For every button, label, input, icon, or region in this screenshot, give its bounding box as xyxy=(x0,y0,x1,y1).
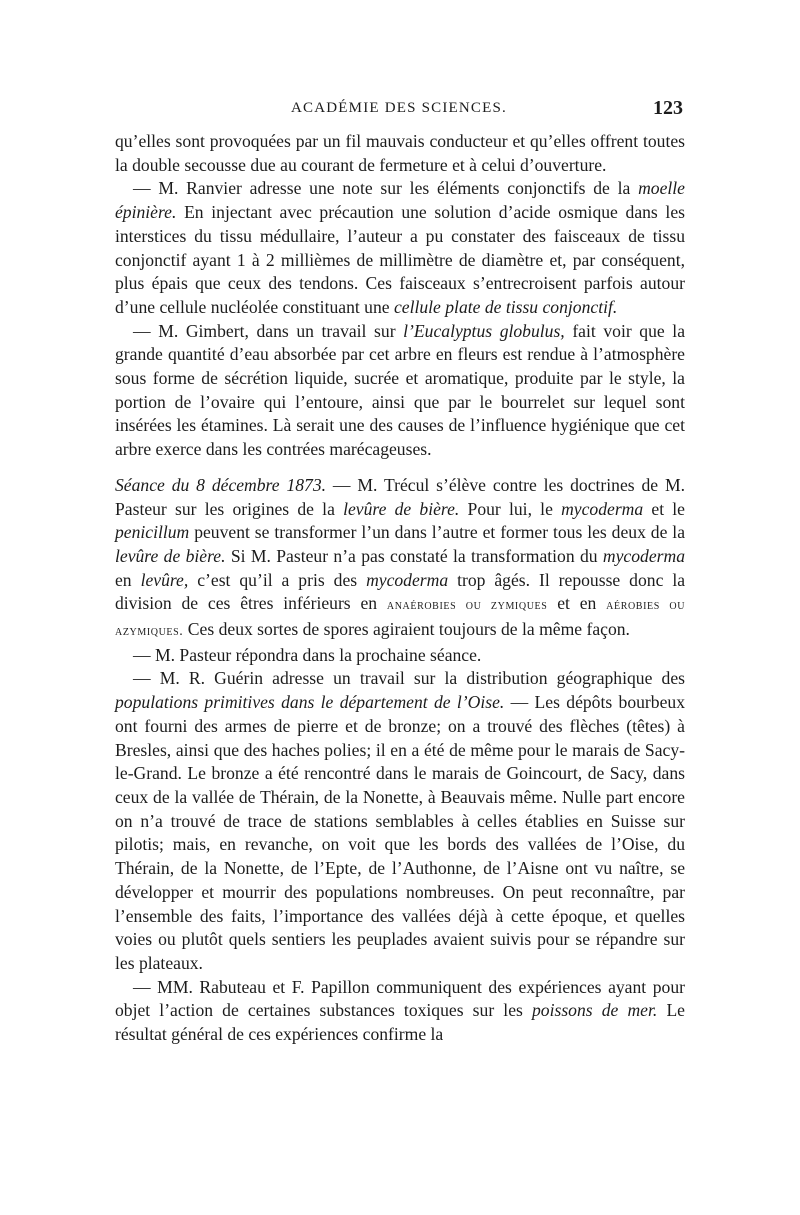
paragraph-gimbert xyxy=(115,320,685,462)
italic-term: penicillum xyxy=(115,522,190,543)
italic-term: mycoderma xyxy=(366,569,449,590)
paragraph-text: — M. R. Guérin adresse un travail sur la distribution géographique des xyxy=(133,668,685,689)
italic-term: poissons de mer. xyxy=(532,1000,658,1021)
small-caps-term: anaérobies ou zymiques xyxy=(386,598,548,614)
paragraph-text: — MM. Rabuteau et F. Papillon communiquent des expériences ayant pour objet l’action de certaines substances toxiques sur les xyxy=(115,976,685,1021)
paragraph-text: c’est qu’il a pris des xyxy=(197,569,358,590)
paragraph-text: et le xyxy=(651,498,685,519)
paragraph-ranvier xyxy=(115,177,685,319)
paragraph-text: Le résultat général de ces expériences confirme la xyxy=(115,1000,685,1045)
paragraph-seance-trecul xyxy=(115,474,685,644)
italic-term: levûre, xyxy=(140,569,189,590)
seance-date: Séance du 8 décembre 1873. xyxy=(115,474,327,495)
paragraph-text: trop âgés. Il repousse donc la division de ces êtres inférieurs en xyxy=(115,569,686,614)
paragraph-pasteur xyxy=(115,644,685,668)
paragraph-text: Ces deux sortes de spores agiraient toujours de la même façon. xyxy=(187,619,630,640)
paragraph-text: fait voir que la grande quantité d’eau absorbée par cet arbre en fleurs est rendue à l’atmosphère sous forme de sécrétion liquide, sucrée et aromatique, produite par le style, la portion de l’ovaire qui l’entoure, ainsi que par le bourrelet sur lequel sont insérées les étamines. Là serait une des causes de l’influence hygiénique que cet arbre exerce dans les contrées marécageuses. xyxy=(115,320,685,460)
running-head: ACADÉMIE DES SCIENCES. xyxy=(291,100,507,116)
italic-term: mycoderma xyxy=(561,498,644,519)
paragraph-rabuteau-papillon xyxy=(115,976,685,1047)
paragraph-text: en xyxy=(115,569,132,590)
paragraph-guerin xyxy=(115,667,685,975)
small-caps-term: aérobies ou azymiques. xyxy=(115,598,686,640)
paragraph-text: et en xyxy=(557,593,597,614)
italic-term: populations primitives dans le département de l’Oise. xyxy=(115,692,505,713)
page-number: 123 xyxy=(653,97,683,119)
italic-term: levûre de bière. xyxy=(343,498,460,519)
page-header xyxy=(115,97,683,124)
paragraph-text: — M. Trécul s’élève contre les doctrines de M. Pasteur sur les origines de la xyxy=(115,474,685,519)
paragraph-text: Pour lui, le xyxy=(467,498,553,519)
paragraph-text: — M. Gimbert, dans un travail sur xyxy=(133,320,396,341)
paragraph-text: — M. Pasteur répondra dans la prochaine séance. xyxy=(133,644,482,665)
italic-term: cellule plate de tissu conjonctif. xyxy=(393,296,618,317)
paragraph-text: Si M. Pasteur n’a pas constaté la transformation du xyxy=(230,545,598,566)
paragraph-text: En injectant avec précaution une solution d’acide osmique dans les interstices du tissu médullaire, l’auteur a pu constater des faisceaux de tissu conjonctif ayant 1 à 2 millièmes de millimètre de diamètre et, par conséquent, plus épais que ceux des tendons. Ces faisceaux s’entrecroisent parfois autour d’une cellule nucléolée constituant une xyxy=(115,202,685,317)
page-body xyxy=(115,130,685,1047)
italic-term: levûre de bière. xyxy=(115,545,226,566)
paragraph-text: — M. Ranvier adresse une note sur les éléments conjonctifs de la xyxy=(133,178,631,199)
italic-term: l’Eucalyptus globulus, xyxy=(403,320,565,341)
paragraph-text: — Les dépôts bourbeux ont fourni des armes de pierre et de bronze; on a trouvé des flèches (têtes) à Bresles, ainsi que des haches polies; il en a été de même pour le marais de Sacy-le-Grand. Le bronze a été rencontré dans le marais de Goincourt, de Sacy, dans ceux de la vallée de Thérain, de la Nonette, à Beauvais même. Nulle part encore on n’a trouvé de trace de stations semblables à celles établies en Suisse sur pilotis; mais, en revanche, on voit que les bords des vallées de l’Oise, du Thérain, de la Nonette, de l’Epte, de l’Authonne, de l’Aisne ont vu naître, se développer et mourrir des populations nombreuses. On peut reconnaître, par l’ensemble des faits, l’importance des vallées déjà à cette époque, et quelles voies ou plutôt quels sentiers les peuplades avaient suivis pour se répandre sur les plateaux. xyxy=(115,692,685,973)
paragraph-text: peuvent se transformer l’un dans l’autre et former tous les deux de la xyxy=(194,522,685,543)
paragraph-text: qu’elles sont provoquées par un fil mauvais conducteur et qu’elles offrent toutes la double secousse due au courant de fermeture et à celui d’ouverture. xyxy=(115,131,685,175)
italic-term: moelle épinière. xyxy=(115,178,685,223)
paragraph-continuation xyxy=(115,130,685,177)
italic-term: mycoderma xyxy=(602,545,685,566)
